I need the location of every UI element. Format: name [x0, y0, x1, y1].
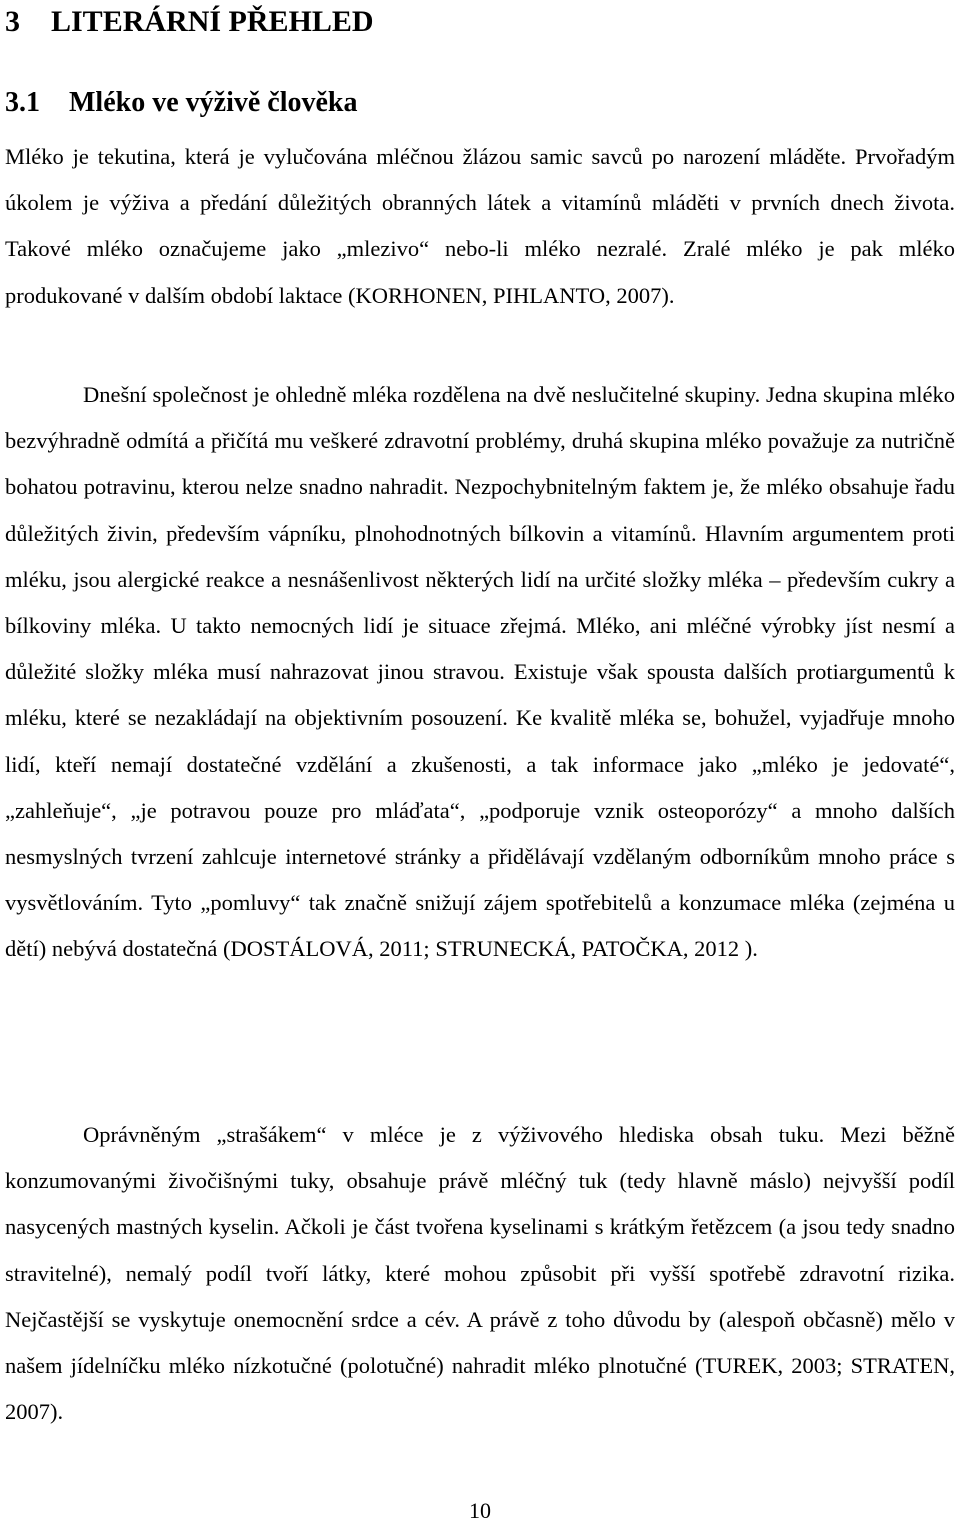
chapter-heading	[5, 2, 374, 42]
section-title: Mléko ve výživě člověka	[69, 87, 358, 118]
section-number: 3.1	[5, 87, 40, 118]
paragraph-1: Mléko je tekutina, která je vylučována mléčnou žlázou samic savců po narození mláděte. Prvořadým úkolem je výživa a předání důležitých obranných látek a vitamínů mláděti v prvních dnech života. Takové mléko označujeme jako „mlezivo“ nebo-li mléko nezralé. Zralé mléko je pak mléko produkované v dalším období laktace (KORHONEN, PIHLANTO, 2007).	[5, 144, 955, 308]
page-number: 10	[469, 1498, 491, 1523]
paragraph-3: Oprávněným „strašákem“ v mléce je z výživového hlediska obsah tuku. Mezi běžně konzumovanými živočišnými tuky, obsahuje právě mléčný tuk (tedy hlavně máslo) nejvyšší podíl nasycených mastných kyselin. Ačkoli je část tvořena kyselinami s krátkým řetězcem (a jsou tedy snadno stravitelné), nemalý podíl tvoří látky, které mohou způsobit při vyšší spotřebě zdravotní rizika. Nejčastější se vyskytuje onemocnění srdce a cév. A právě z toho důvodu by (alespoň občasně) mělo v našem jídelníčku mléko nízkotučné (polotučné) nahradit mléko plnotučné (TUREK, 2003; STRATEN, 2007).	[5, 1122, 955, 1425]
paragraph-2: Dnešní společnost je ohledně mléka rozdělena na dvě neslučitelné skupiny. Jedna skupina mléko bezvýhradně odmítá a přičítá mu veškeré zdravotní problémy, druhá skupina mléko považuje za nutričně bohatou potravinu, kterou nelze snadno nahradit. Nezpochybnitelným faktem je, že mléko obsahuje řadu důležitých živin, především vápníku, plnohodnotných bílkovin a vitamínů. Hlavním argumentem proti mléku, jsou alergické reakce a nesnášenlivost některých lidí na určité složky mléka – především cukry a bílkoviny mléka. U takto nemocných lidí je situace zřejmá. Mléko, ani mléčné výrobky jíst nesmí a důležité složky mléka musí nahrazovat jinou stravou. Existuje však spousta dalších protiargumentů k mléku, které se nezakládají na objektivním posouzení. Ke kvalitě mléka se, bohužel, vyjadřuje mnoho lidí, kteří nemají dostatečné vzdělání a zkušenosti, a tak informace jako „mléko je jedovaté“, „zahleňuje“, „je potravou pouze pro mláďata“, „podporuje vznik osteoporózy“ a mnoho dalších nesmyslných tvrzení zahlcuje internetové stránky a přidělávají vzdělaným odborníkům mnoho práce s vysvětlováním. Tyto „pomluvy“ tak značně snižují zájem spotřebitelů a konzumace mléka (zejména u dětí) nebývá dostatečná (DOSTÁLOVÁ, 2011; STRUNECKÁ, PATOČKA, 2012 ).	[5, 382, 955, 962]
chapter-number: 3	[5, 5, 20, 38]
section-heading	[5, 84, 357, 122]
chapter-title: LITERÁRNÍ PŘEHLED	[51, 5, 374, 38]
